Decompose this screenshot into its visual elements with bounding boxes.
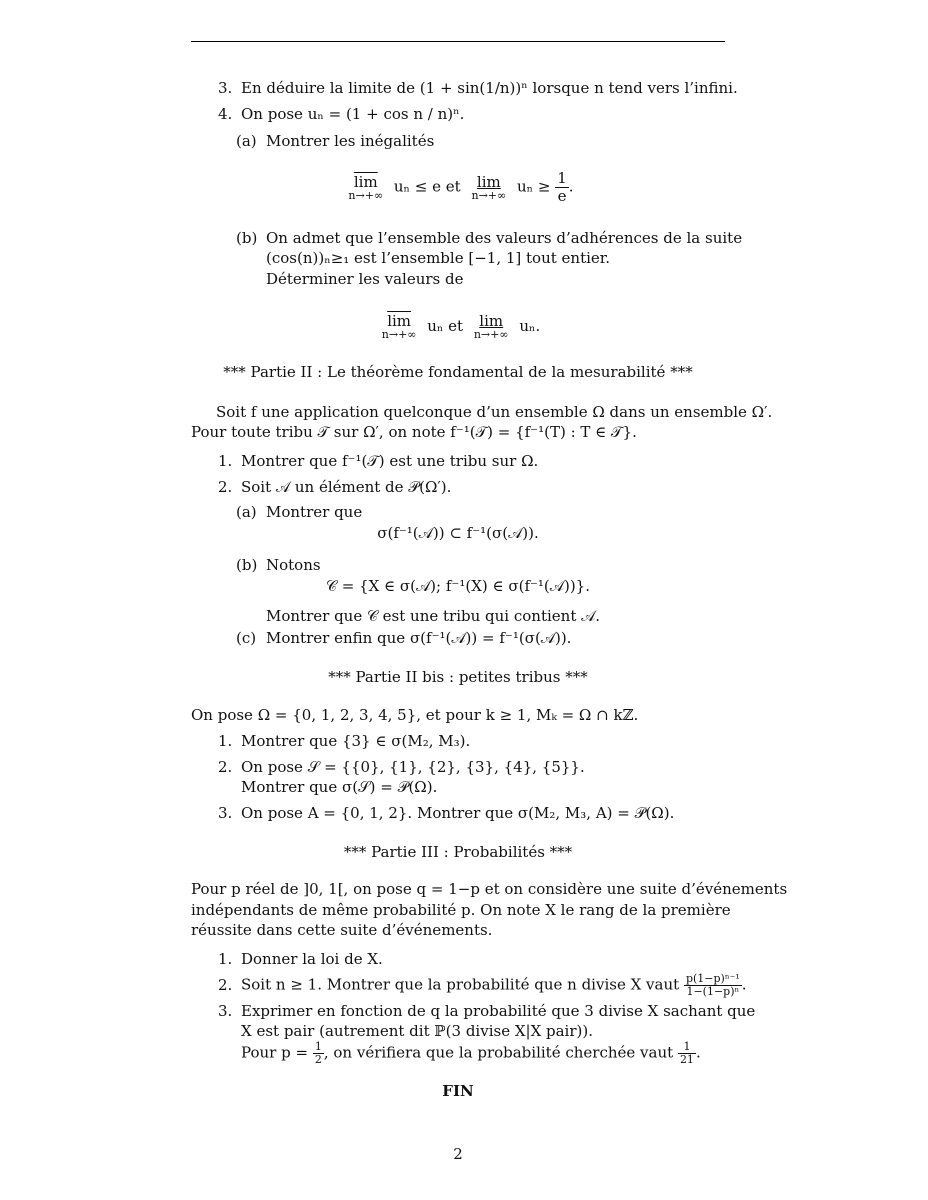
item-text: On pose uₙ = (1 + cos n / n)ⁿ.	[241, 105, 465, 123]
item-number: 3.	[218, 79, 233, 97]
paragraph: On pose Ω = {0, 1, 2, 3, 4, 5}, et pour k ≥ 1, Mₖ = Ω ∩ kℤ.	[191, 706, 639, 724]
paragraph: indépendants de même probabilité p. On note X le rang de la première	[191, 901, 731, 919]
subitem-label: (a)	[236, 132, 257, 150]
subitem-text: On admet que l’ensemble des valeurs d’adhérences de la suite	[266, 229, 743, 247]
fraction: $\frac{1}{e}$	[557, 169, 567, 205]
fraction: $\frac{\text{p(1−p)ⁿ⁻¹}}{\text{1−(1−p)ⁿ}}$	[685, 972, 740, 998]
paragraph: Pour p réel de ]0, 1[, on pose q = 1−p et on considère une suite d’événements	[191, 880, 788, 898]
item-number: 4.	[218, 105, 233, 123]
item-text: Montrer que σ(𝒮) = 𝒫(Ω).	[241, 778, 438, 796]
paragraph: Soit f une application quelconque d’un ensemble Ω dans un ensemble Ω′.	[216, 403, 773, 421]
item-text: On pose 𝒮 = {{0}, {1}, {2}, {3}, {4}, {5}}.	[241, 758, 585, 776]
subitem-text: Montrer les inégalités	[266, 132, 435, 150]
item-text: Soit 𝒜 un élément de 𝒫(Ω′).	[241, 478, 452, 496]
item-text: Montrer que f⁻¹(𝒯) est une tribu sur Ω.	[241, 452, 539, 470]
fraction: $\frac{1}{2}$	[314, 1040, 322, 1066]
formula: σ(f⁻¹(𝒜)) ⊂ f⁻¹(σ(𝒜)).	[377, 524, 539, 542]
subitem-text: Montrer enfin que σ(f⁻¹(𝒜)) = f⁻¹(σ(𝒜)).	[266, 629, 572, 647]
item-text: Donner la loi de X.	[241, 950, 383, 968]
item-text: On pose A = {0, 1, 2}. Montrer que σ(M₂, M₃, A) = 𝒫(Ω).	[241, 804, 675, 822]
subitem-text: Montrer que 𝒞 est une tribu qui contient 𝒜.	[266, 607, 601, 625]
formula: 𝒞 = {X ∈ σ(𝒜); f⁻¹(X) ∈ σ(f⁻¹(𝒜))}.	[326, 577, 590, 595]
section-heading: *** Partie II bis : petites tribus ***	[328, 668, 588, 686]
limsup: $\overline{lim}$ n→+∞	[381, 312, 417, 341]
subitem-label: (a)	[236, 503, 257, 521]
subitem-text: (cos(n))ₙ≥₁ est l’ensemble [−1, 1] tout entier.	[266, 249, 611, 267]
item-text: Soit n ≥ 1. Montrer que la probabilité que n divise X vaut $\frac{\text{p(1−p)ⁿ⁻¹}}{\text{1−(1−p)ⁿ}}$ .	[241, 972, 747, 998]
item-text: Exprimer en fonction de q la probabilité que 3 divise X sachant que	[241, 1002, 756, 1020]
fraction: $\frac{1}{21}$	[679, 1040, 694, 1066]
liminf: lim n→+∞	[471, 172, 507, 202]
formula-inequalities: $\overline{lim}$ n→+∞ uₙ ≤ e et lim n→+∞ uₙ ≥ $\frac{1}{e}$ .	[348, 169, 574, 205]
item-number: 2.	[218, 976, 233, 994]
item-text: Pour p = $\frac{1}{2}$ , on vérifiera que la probabilité cherchée vaut $\frac{1}{21}$ .	[241, 1040, 701, 1066]
paragraph: réussite dans cette suite d’événements.	[191, 921, 493, 939]
subitem-label: (b)	[236, 556, 258, 574]
subitem-text: Montrer que	[266, 503, 363, 521]
item-number: 1.	[218, 452, 233, 470]
subitem-label: (b)	[236, 229, 258, 247]
item-number: 3.	[218, 1002, 233, 1020]
liminf: lim n→+∞	[473, 312, 509, 341]
section-heading: *** Partie II : Le théorème fondamental de la mesurabilité ***	[223, 363, 693, 381]
item-number: 3.	[218, 804, 233, 822]
page-number: 2	[453, 1145, 463, 1163]
item-number: 2.	[218, 478, 233, 496]
section-heading: *** Partie III : Probabilités ***	[343, 843, 573, 861]
subitem-label: (c)	[236, 629, 257, 647]
item-number: 1.	[218, 950, 233, 968]
item-number: 1.	[218, 732, 233, 750]
limsup: $\overline{lim}$ n→+∞	[348, 172, 384, 202]
item-text: En déduire la limite de (1 + sin(1/n))ⁿ lorsque n tend vers l’infini.	[241, 79, 738, 97]
header-rule	[191, 41, 725, 42]
item-number: 2.	[218, 758, 233, 776]
subitem-text: Notons	[266, 556, 321, 574]
fin-label: FIN	[442, 1082, 474, 1100]
formula-limits: $\overline{lim}$ n→+∞ uₙ et lim n→+∞ uₙ.	[381, 312, 541, 341]
paragraph: Pour toute tribu 𝒯 sur Ω′, on note f⁻¹(𝒯) = {f⁻¹(T) : T ∈ 𝒯}.	[191, 423, 637, 441]
subitem-text: Déterminer les valeurs de	[266, 270, 464, 288]
item-text: Montrer que {3} ∈ σ(M₂, M₃).	[241, 732, 471, 750]
item-text: X est pair (autrement dit ℙ(3 divise X|X pair)).	[241, 1022, 594, 1040]
